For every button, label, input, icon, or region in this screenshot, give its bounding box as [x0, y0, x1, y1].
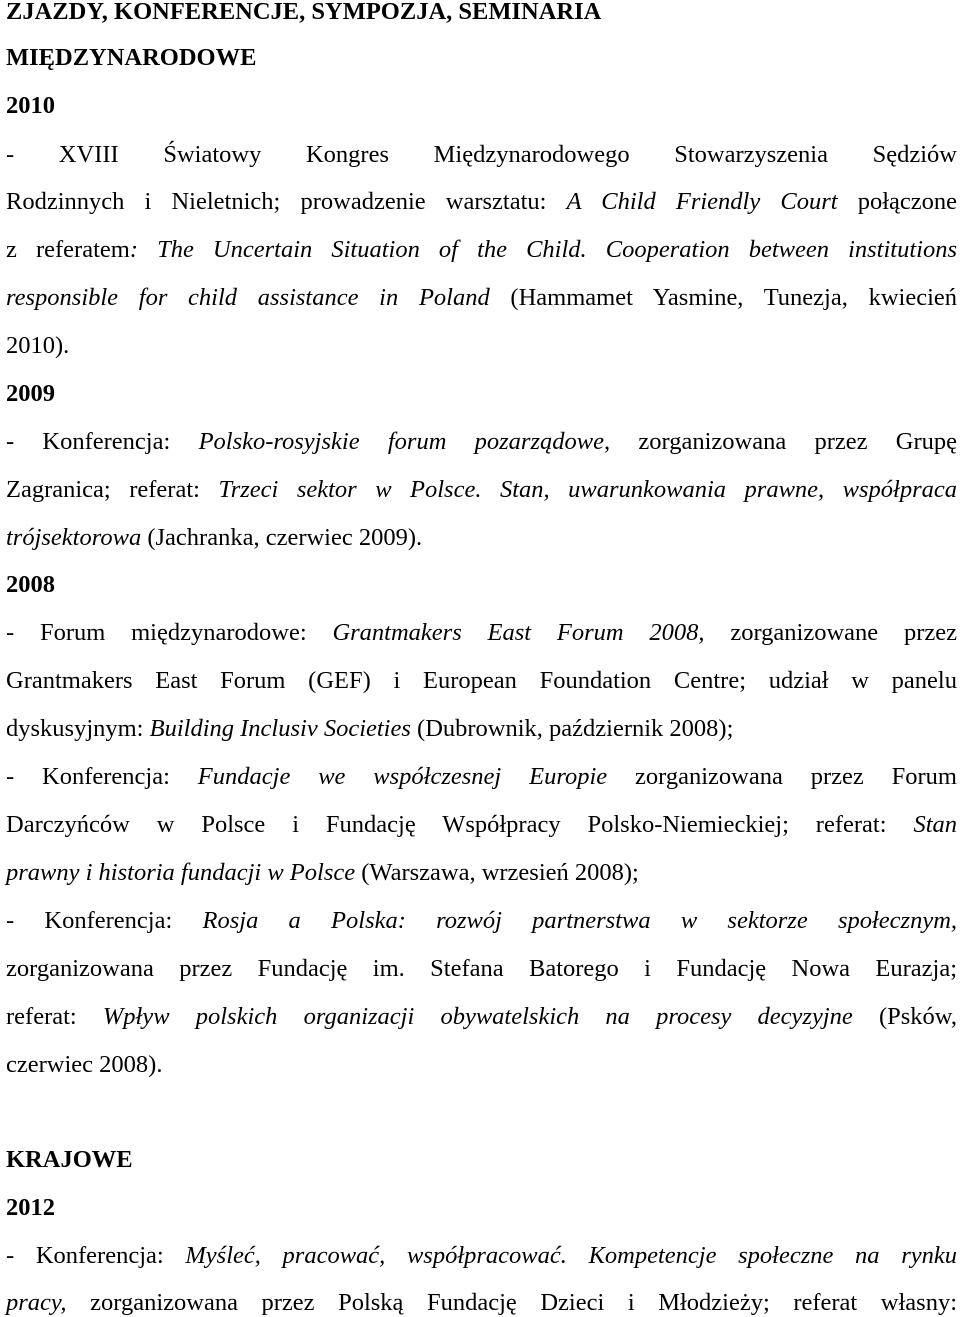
entry-2008c-line-4: czerwiec 2008). [6, 1051, 163, 1078]
entry-2009-line-3: trójsektorowa (Jachranka, czerwiec 2009). [6, 524, 423, 551]
entry-2008a-line-2: Grantmakers East Forum (GEF) i European Foundation Centre; udział w panelu [6, 667, 957, 694]
entry-2008b-line-2: Darczyńców w Polsce i Fundację Współpracy Polsko-Niemieckiej; referat: Stan [6, 811, 957, 838]
international-heading: MIĘDZYNARODOWE [6, 44, 257, 71]
entry-2010-line-4: responsible for child assistance in Poland (Hammamet Yasmine, Tunezja, kwiecień [6, 284, 957, 311]
entry-2012-line-1: - Konferencja: Myśleć, pracować, współpracować. Kompetencje społeczne na rynku [6, 1242, 958, 1269]
entry-2008b-line-3: prawny i historia fundacji w Polsce (Warszawa, wrzesień 2008); [6, 859, 639, 886]
entry-2008a-line-3: dyskusyjnym: Building Inclusiv Societies (Dubrownik, październik 2008); [6, 715, 734, 742]
entry-2009-line-2: Zagranica; referat: Trzeci sektor w Polsce. Stan, uwarunkowania prawne, współpraca [6, 476, 957, 503]
entry-2009-line-1: - Konferencja: Polsko-rosyjskie forum pozarządowe, zorganizowana przez Grupę [6, 428, 957, 455]
entry-2008c-line-3: referat: Wpływ polskich organizacji obywatelskich na procesy decyzyjne (Psków, [6, 1003, 958, 1030]
entry-2008c-line-1: - Konferencja: Rosja a Polska: rozwój partnerstwa w sektorze społecznym, [6, 907, 958, 934]
main-heading: ZJAZDY, KONFERENCJE, SYMPOZJA, SEMINARIA [6, 0, 602, 25]
entry-2008a-line-1: - Forum międzynarodowe: Grantmakers East Forum 2008, zorganizowane przez [6, 619, 957, 646]
entry-2008b-line-1: - Konferencja: Fundacje we współczesnej Europie zorganizowana przez Forum [6, 763, 957, 790]
year-2008: 2008 [6, 571, 55, 598]
entry-2010-line-5: 2010). [6, 332, 70, 359]
year-2012: 2012 [6, 1194, 55, 1221]
entry-2008c-line-2: zorganizowana przez Fundację im. Stefana Batorego i Fundację Nowa Eurazja; [6, 955, 957, 982]
entry-2010-line-3: z referatem: The Uncertain Situation of the Child. Cooperation between institutions [6, 236, 957, 263]
year-2009: 2009 [6, 380, 55, 407]
domestic-heading: KRAJOWE [6, 1146, 133, 1173]
entry-2012-line-2: pracy, zorganizowana przez Polską Fundację Dzieci i Młodzieży; referat własny: [6, 1289, 957, 1316]
entry-2010-line-2: Rodzinnych i Nieletnich; prowadzenie warsztatu: A Child Friendly Court połączone [6, 188, 957, 215]
year-2010: 2010 [6, 92, 55, 119]
entry-2010-line-1: - XVIII Światowy Kongres Międzynarodowego Stowarzyszenia Sędziów [6, 141, 957, 168]
